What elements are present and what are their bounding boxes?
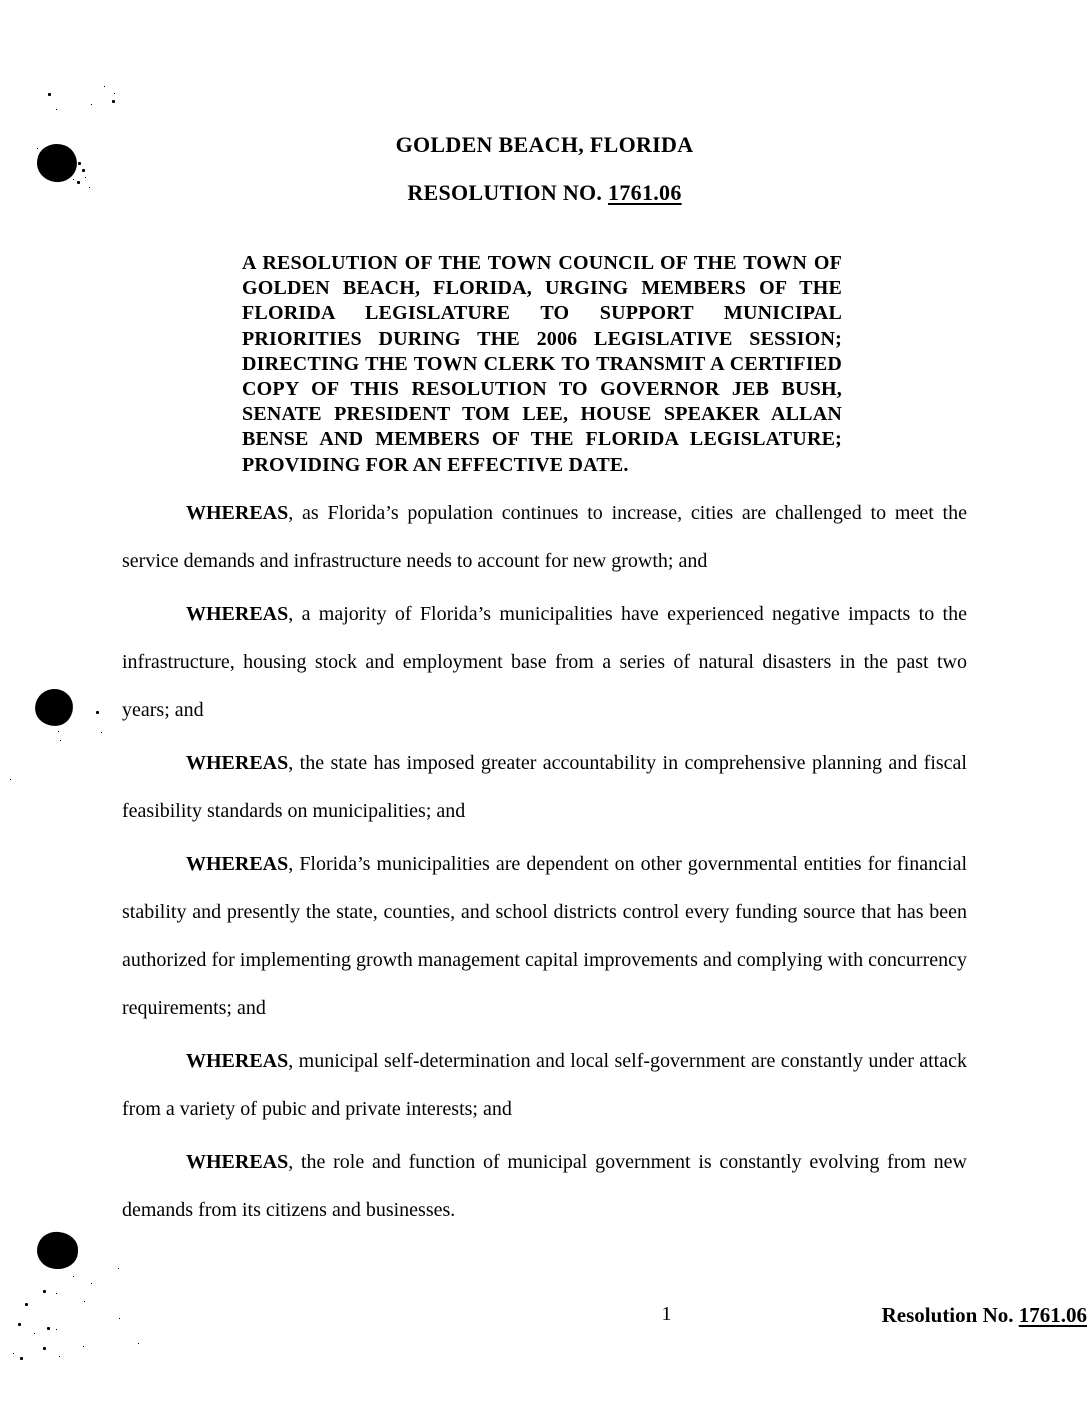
whereas-lead: WHEREAS (186, 853, 289, 875)
scan-speckle-cluster-middle (96, 711, 99, 714)
scan-speckle-cluster-bottom (43, 1290, 46, 1293)
whereas-text: , a majority of Florida’s municipalities have experienced negative impacts to the infrastructure, housing stock and employment base from a series of natural disasters in the past two years; and (122, 603, 967, 721)
document-content (122, 0, 1087, 1407)
whereas-text: , municipal self-determination and local self-government are constantly under attack from a variety of pubic and private interests; and (122, 1050, 967, 1120)
whereas-text: , Florida’s municipalities are dependent on other governmental entities for financial stability and presently the state, counties, and school districts control every funding source that has been authorized for implementing growth management capital improvements and complying with concurrency requirements; and (122, 853, 967, 1019)
scan-artifact-dot-bottom (36, 1231, 79, 1271)
whereas-clause-1 (122, 489, 967, 585)
whereas-lead: WHEREAS (186, 1050, 289, 1072)
whereas-lead: WHEREAS (186, 603, 289, 625)
whereas-clause-6 (122, 1138, 967, 1234)
whereas-lead: WHEREAS (186, 502, 289, 524)
resolution-summary: A RESOLUTION OF THE TOWN COUNCIL OF THE TOWN OF GOLDEN BEACH, FLORIDA, URGING MEMBERS OF THE FLORIDA LEGISLATURE TO SUPPORT MUNICIPAL PRIORITIES DURING THE 2006 LEGISLATIVE SESSION; DIRECTING THE TOWN CLERK TO TRANSMIT A CERTIFIED COPY OF THIS RESOLUTION TO GOVERNOR JEB BUSH, SENATE PRESIDENT TOM LEE, HOUSE SPEAKER ALLAN BENSE AND MEMBERS OF THE FLORIDA LEGISLATURE; PROVIDING FOR AN EFFECTIVE DATE. (242, 252, 842, 476)
whereas-text: , the state has imposed greater accountability in comprehensive planning and fiscal feasibility standards on municipalities; and (122, 752, 967, 822)
resolution-number: 1761.06 (608, 180, 682, 205)
resolution-number-heading (122, 181, 967, 205)
scan-artifact-dot-top (35, 141, 80, 184)
footer-resolution-number: 1761.06 (1018, 1303, 1087, 1327)
resolution-heading-prefix: RESOLUTION NO. (407, 180, 609, 205)
whereas-clause-4 (122, 840, 967, 1032)
page-footer (244, 1303, 1089, 1333)
scan-artifact-dot-middle (33, 687, 75, 728)
whereas-lead: WHEREAS (186, 752, 289, 774)
whereas-text: , the role and function of municipal government is constantly evolving from new demands from its citizens and businesses. (122, 1151, 967, 1221)
footer-resolution-label: Resolution No. (881, 1303, 1019, 1327)
scan-speckle-cluster-upper (78, 162, 81, 165)
whereas-clause-5 (122, 1037, 967, 1133)
whereas-lead: WHEREAS (186, 1151, 289, 1173)
page-number: 1 (661, 1303, 672, 1325)
whereas-text: , as Florida’s population continues to increase, cities are challenged to meet the service demands and infrastructure needs to account for new growth; and (122, 502, 967, 572)
document-title: GOLDEN BEACH, FLORIDA (395, 132, 694, 157)
whereas-clause-3 (122, 739, 967, 835)
footer-resolution-reference (882, 1303, 1087, 1328)
whereas-clause-2 (122, 590, 967, 734)
scan-speckle-cluster-top (48, 93, 51, 96)
whereas-clauses (122, 489, 967, 1239)
